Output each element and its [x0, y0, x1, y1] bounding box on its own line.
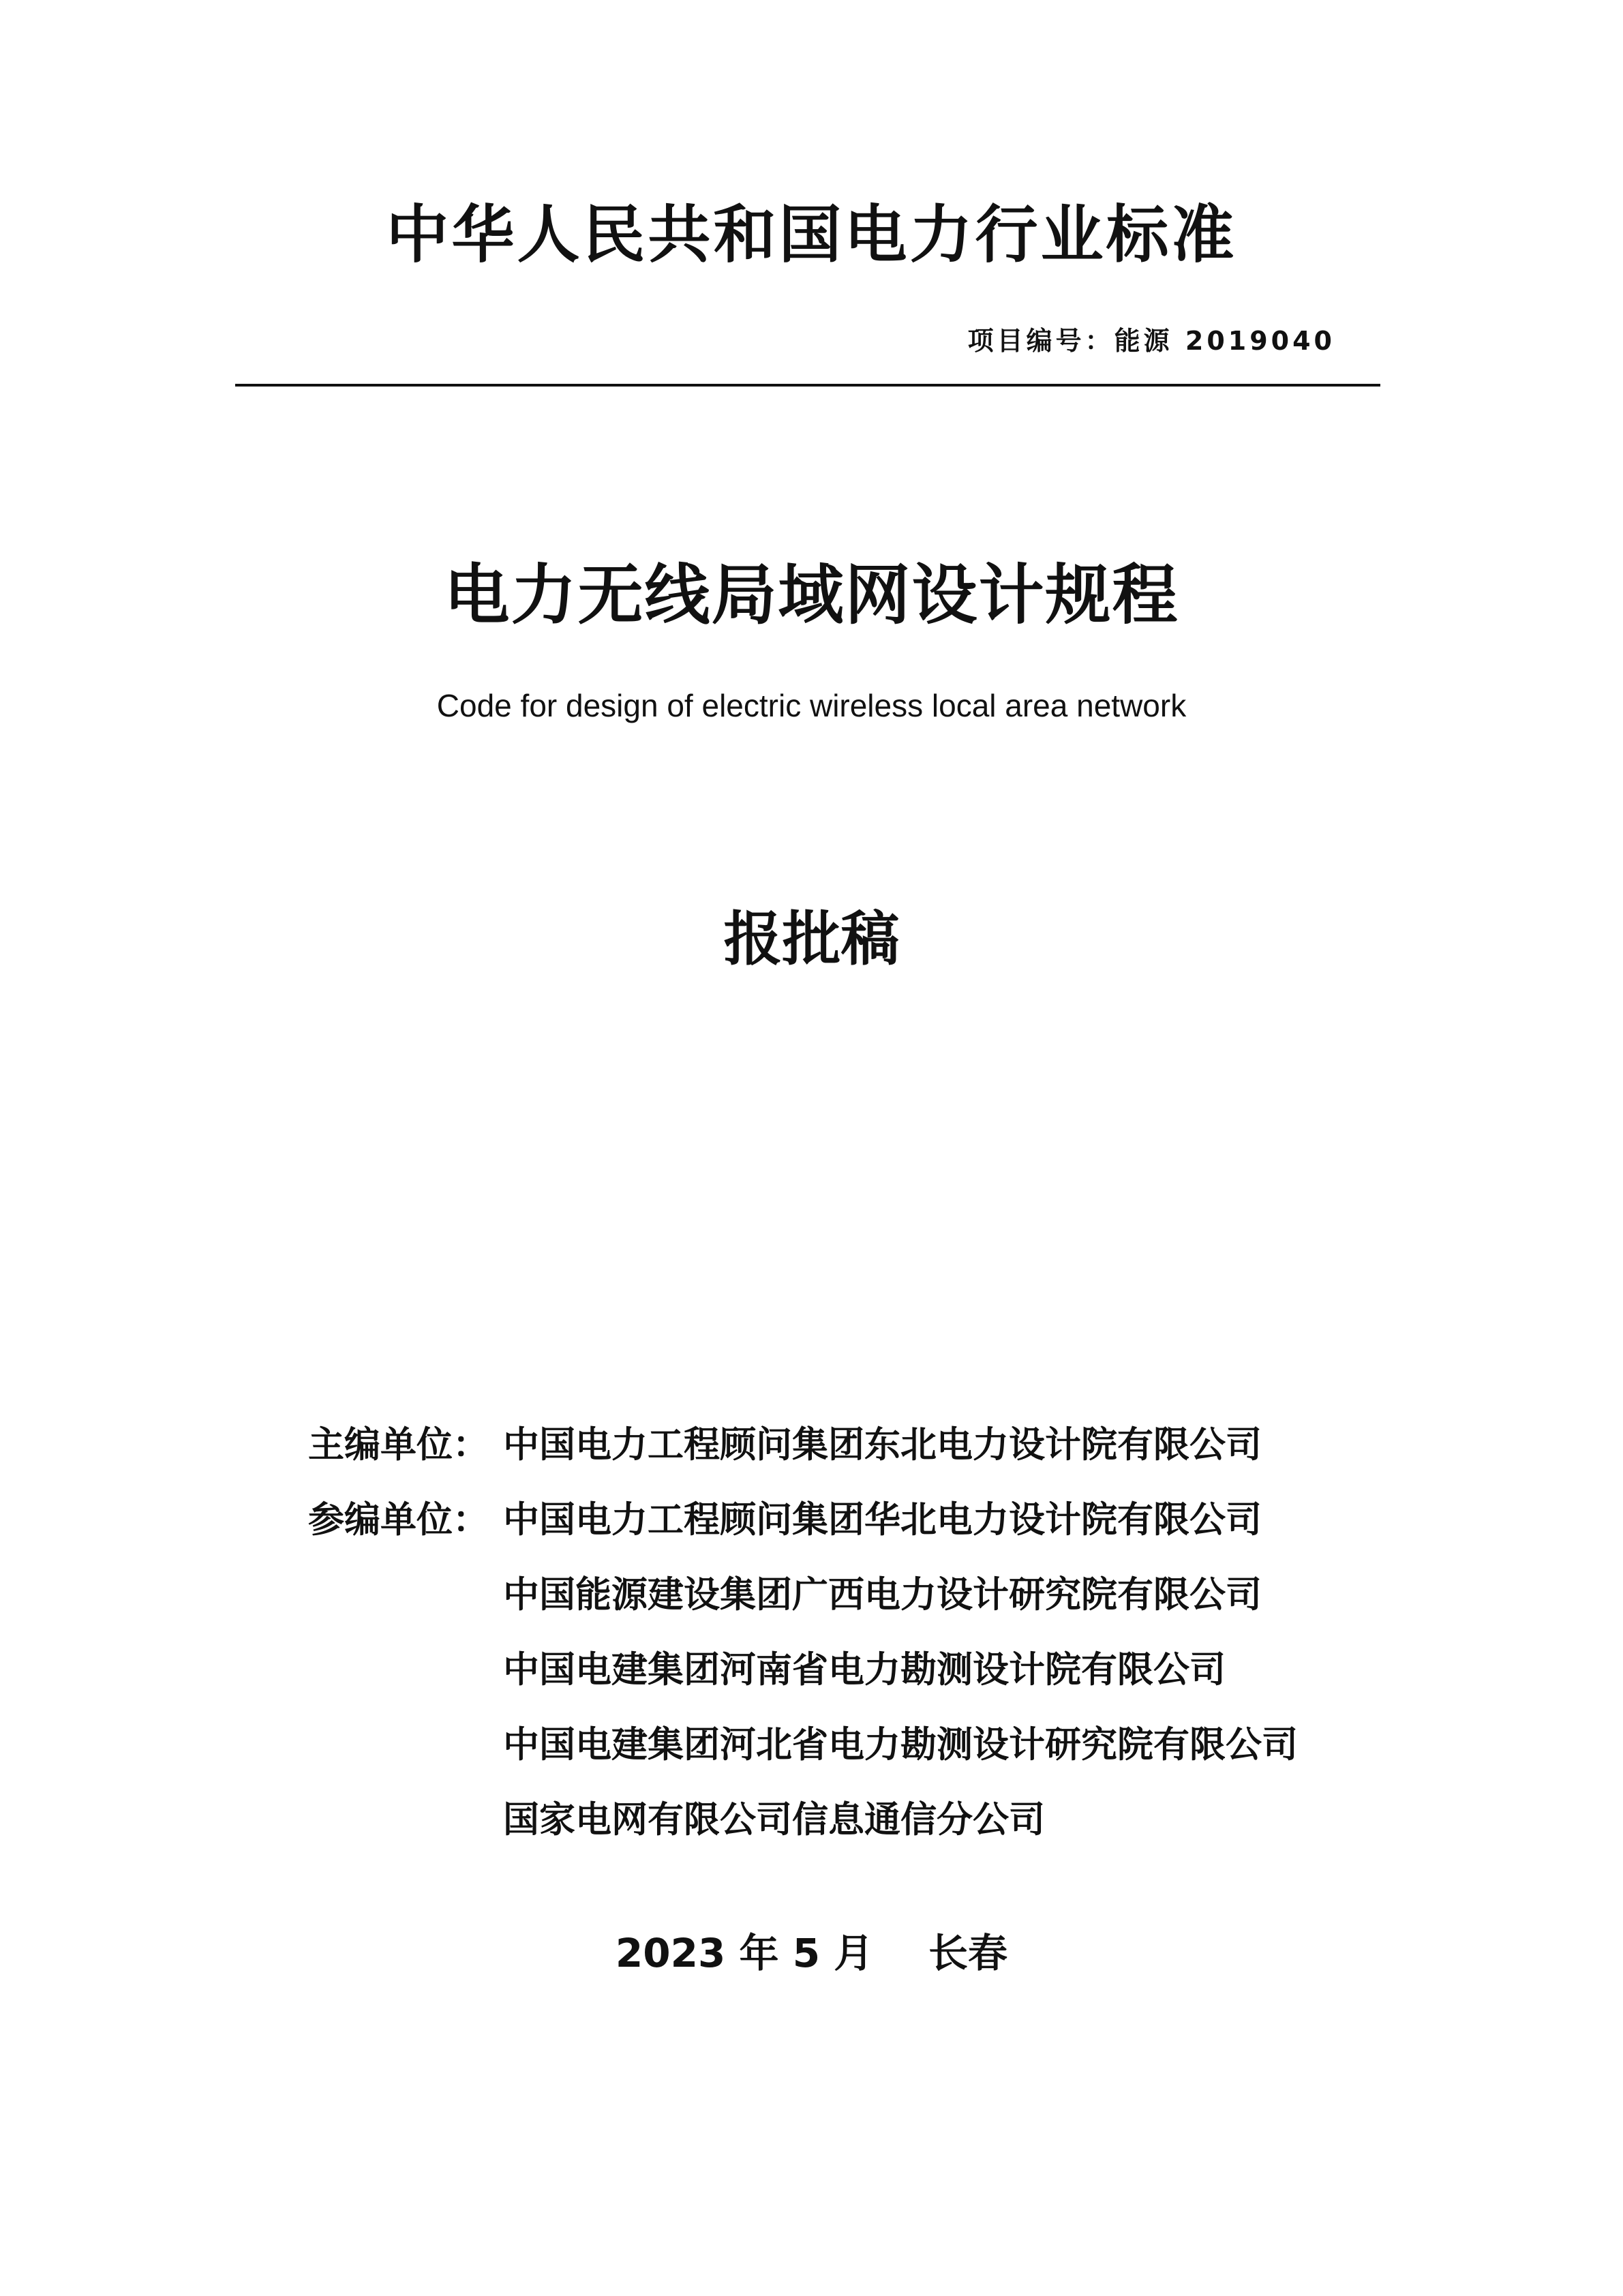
participating-unit: 中国电力工程顾问集团华北电力设计院有限公司: [503, 1499, 1262, 1541]
participating-unit-row: [308, 1708, 1399, 1783]
participating-unit: 中国电建集团河北省电力勘测设计研究院有限公司: [503, 1724, 1298, 1766]
participating-unit-label: 参编单位：: [308, 1499, 489, 1541]
standard-title: 中华人民共和国电力行业标准: [386, 198, 1237, 271]
chief-unit: 中国电力工程顾问集团东北电力设计院有限公司: [503, 1424, 1262, 1466]
project-number: 项目编号：能源 2019040: [967, 326, 1335, 356]
participating-unit: 中国电建集团河南省电力勘测设计院有限公司: [503, 1649, 1226, 1691]
participating-unit-row: [308, 1483, 1399, 1558]
participating-unit: 中国能源建设集团广西电力设计研究院有限公司: [503, 1574, 1262, 1616]
chief-unit-row: [308, 1408, 1399, 1483]
participating-unit-row: [308, 1783, 1399, 1858]
participating-unit-row: [308, 1633, 1399, 1708]
participating-unit: 国家电网有限公司信息通信分公司: [503, 1799, 1045, 1841]
document-title: 电力无线局域网设计规程: [444, 557, 1179, 633]
header-divider: [235, 384, 1380, 387]
participating-unit-row: [308, 1558, 1399, 1633]
chief-unit-label: 主编单位：: [308, 1424, 489, 1466]
date-and-place: 2023 年 5 月 长春: [615, 1930, 1008, 1976]
document-status: 报批稿: [723, 905, 900, 973]
drafting-units: [308, 1408, 1399, 1858]
document-subtitle-english: Code for design of electric wireless local area network: [436, 688, 1187, 723]
